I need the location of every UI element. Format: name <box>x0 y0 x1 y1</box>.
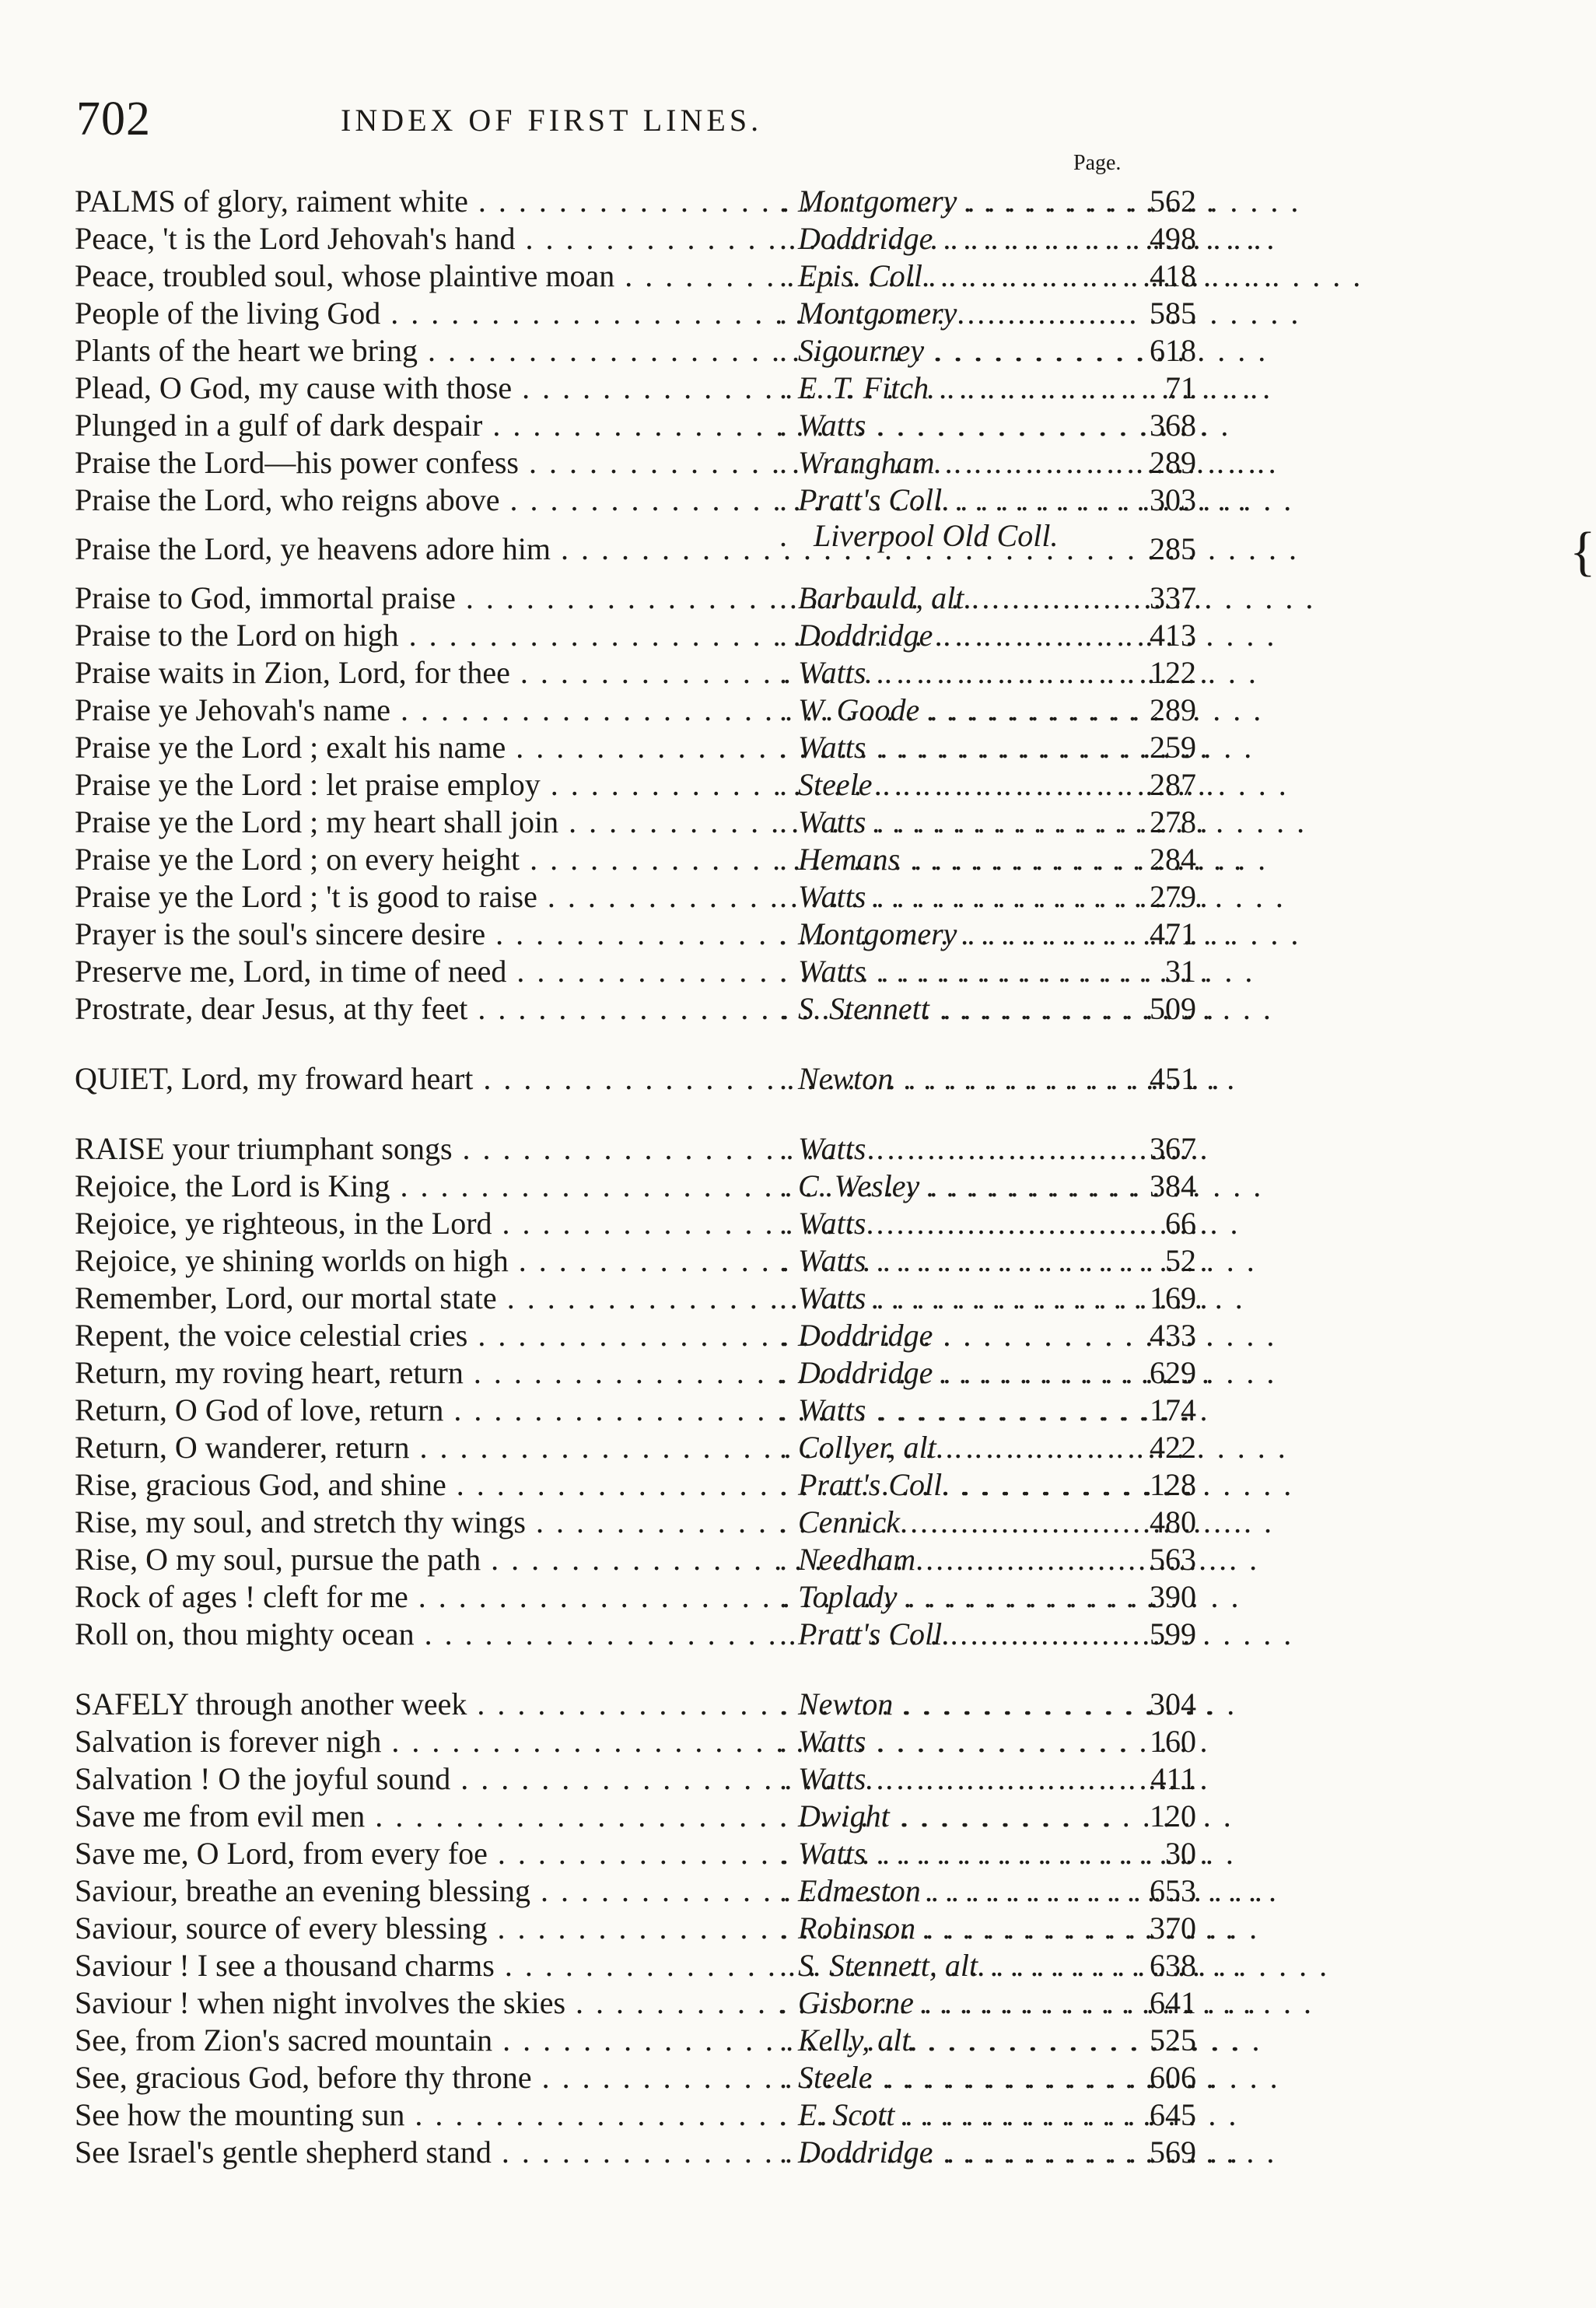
index-entry <box>0 369 1250 407</box>
index-entry <box>0 482 1250 519</box>
author-name: . S. Stennett, alt. . . . <box>779 1947 1059 1984</box>
author-name: . Cennick . . . <box>779 1504 1059 1541</box>
page-ref: 278 <box>1150 804 1196 839</box>
first-line: See how the mounting sun . . . <box>75 2096 774 2134</box>
index-entry <box>0 257 1250 295</box>
index-entry <box>0 617 1250 654</box>
page-ref: 525 <box>1150 2023 1196 2058</box>
page-ref: 174 <box>1150 1392 1196 1427</box>
brace-mark: . { <box>1570 522 1596 582</box>
page-ref: 509 <box>1150 991 1196 1026</box>
page-ref: 638 <box>1150 1948 1196 1983</box>
index-entry <box>0 804 1250 841</box>
first-line: Salvation ! O the joyful sound . . . <box>75 1760 774 1798</box>
author-name: . Doddridge . . . <box>779 220 1059 257</box>
page-ref: 303 <box>1150 482 1196 517</box>
author-name: . E. T. Fitch . . . <box>779 369 1059 407</box>
author-name: . Montgomery . . . <box>779 916 1059 953</box>
index-entry <box>0 1280 1250 1317</box>
author-name: . Watts . . . <box>779 804 1059 841</box>
index-entry <box>0 2059 1250 2096</box>
author-name: . Hemans . . . <box>779 841 1059 878</box>
index-entry <box>0 1392 1250 1429</box>
index-entry <box>0 2022 1250 2059</box>
page-ref: 66 <box>1165 1206 1196 1241</box>
page-ref: 259 <box>1150 730 1196 765</box>
first-line: Prostrate, dear Jesus, at thy feet . . . <box>75 990 774 1028</box>
author-name: . Wrangham . . . <box>779 444 1059 482</box>
author-name: . Watts . . . <box>779 1835 1059 1872</box>
author-name: . Steele . . . <box>779 2059 1059 2096</box>
page-ref: 618 <box>1150 333 1196 368</box>
author-name: . Doddridge . . . <box>779 2134 1059 2171</box>
author-name: . Collyer, alt. . . . <box>779 1429 1059 1466</box>
index-entry <box>0 1429 1250 1466</box>
page-ref: 370 <box>1150 1910 1196 1946</box>
page-ref: 52 <box>1165 1243 1196 1278</box>
first-line: Save me from evil men . . . <box>75 1798 774 1835</box>
first-line: Remember, Lord, our mortal state . . . <box>75 1280 774 1317</box>
page-ref: 304 <box>1150 1686 1196 1721</box>
page-ref: 563 <box>1150 1542 1196 1577</box>
page-ref: 451 <box>1150 1061 1196 1096</box>
page-ref: 289 <box>1150 445 1196 480</box>
page-ref: 418 <box>1150 258 1196 293</box>
index-entry <box>0 1760 1250 1798</box>
page-ref: 337 <box>1150 580 1196 615</box>
author-name: . Gisborne . . . <box>779 1984 1059 2022</box>
first-line: Praise ye the Lord ; my heart shall join . . . <box>75 804 774 841</box>
page-ref: 413 <box>1150 618 1196 653</box>
page-ref: 31 <box>1165 954 1196 989</box>
author-name: . C. Wesley . . . <box>779 1168 1059 1205</box>
author-name: . Watts . . . <box>779 1280 1059 1317</box>
index-entry <box>0 444 1250 482</box>
page-ref: 629 <box>1150 1355 1196 1390</box>
author-name: . E. Scott . . . <box>779 2096 1059 2134</box>
index-entry <box>0 1354 1250 1392</box>
index-entry <box>0 654 1250 692</box>
index-table <box>0 183 1596 2171</box>
author-name: . Steele . . . <box>779 766 1059 804</box>
first-line: Praise the Lord, ye heavens adore him . . . <box>75 519 774 580</box>
first-line: Preserve me, Lord, in time of need . . . <box>75 953 774 990</box>
author-name: . Watts . . . <box>779 1760 1059 1798</box>
page-ref: 71 <box>1165 370 1196 405</box>
page-ref: 562 <box>1150 184 1196 219</box>
page-ref: 287 <box>1150 767 1196 802</box>
running-title: INDEX OF FIRST LINES. <box>341 103 763 138</box>
page-ref: 480 <box>1150 1504 1196 1539</box>
index-entry <box>0 990 1250 1028</box>
author-name: . Edmeston . . . <box>779 1872 1059 1910</box>
author-name: . Toplady . . . <box>779 1578 1059 1616</box>
index-entry <box>0 878 1250 916</box>
author-name: . Watts . . . <box>779 1130 1059 1168</box>
index-entry <box>0 841 1250 878</box>
first-line: Saviour ! when night involves the skies . . . <box>75 1984 774 2022</box>
page-number: 702 <box>76 93 151 145</box>
first-line: QUIET, Lord, my froward heart . . . <box>75 1060 774 1098</box>
first-line: Rejoice, the Lord is King . . . <box>75 1168 774 1205</box>
first-line: Praise to God, immortal praise . . . <box>75 580 774 617</box>
first-line: Return, O God of love, return . . . <box>75 1392 774 1429</box>
page-ref: 411 <box>1150 1761 1196 1796</box>
page-ref: 285 <box>1150 531 1196 566</box>
page-ref: 120 <box>1150 1798 1196 1833</box>
index-entry <box>0 953 1250 990</box>
index-entry <box>0 1723 1250 1760</box>
author-name: . Watts . . . <box>779 407 1059 444</box>
page-ref: 390 <box>1150 1579 1196 1614</box>
page-column-label: Page. <box>1073 151 1122 175</box>
page-ref: 471 <box>1150 916 1196 951</box>
author-name: . Doddridge . . . <box>779 617 1059 654</box>
page-ref: 169 <box>1150 1280 1196 1315</box>
first-line: Saviour ! I see a thousand charms . . . <box>75 1947 774 1984</box>
first-line: Saviour, breathe an evening blessing . . . <box>75 1872 774 1910</box>
index-entry <box>0 1686 1250 1723</box>
index-entry <box>0 1060 1250 1098</box>
index-entry <box>0 766 1250 804</box>
first-line: Repent, the voice celestial cries . . . <box>75 1317 774 1354</box>
page-ref: 422 <box>1150 1430 1196 1465</box>
index-entry <box>0 692 1250 729</box>
index-entry <box>0 1130 1250 1168</box>
index-entry <box>0 1872 1250 1910</box>
first-line: Plants of the heart we bring . . . <box>75 332 774 369</box>
first-line: Praise the Lord—his power confess . . . <box>75 444 774 482</box>
page-ref: 122 <box>1150 655 1196 690</box>
page-ref: 30 <box>1165 1836 1196 1871</box>
index-section <box>0 1060 1250 1098</box>
first-line: SAFELY through another week . . . <box>75 1686 774 1723</box>
index-entry <box>0 518 1596 582</box>
index-entry <box>0 1835 1250 1872</box>
index-entry <box>0 1242 1250 1280</box>
author-name: . S. Stennett . . . <box>779 990 1059 1028</box>
author-name: . Watts . . . <box>779 729 1059 766</box>
page-ref: 284 <box>1150 842 1196 877</box>
author-name: . Doddridge . . . <box>779 1317 1059 1354</box>
first-line: Return, O wanderer, return . . . <box>75 1429 774 1466</box>
index-entry <box>0 2096 1250 2134</box>
page-ref: 289 <box>1150 692 1196 727</box>
first-line: Rejoice, ye righteous, in the Lord . . . <box>75 1205 774 1242</box>
page-ref: 160 <box>1150 1724 1196 1759</box>
index-entry <box>0 1317 1250 1354</box>
first-line: Rise, my soul, and stretch thy wings . . . <box>75 1504 774 1541</box>
page-ref: 279 <box>1150 879 1196 914</box>
index-entry <box>0 1578 1250 1616</box>
index-section <box>0 1686 1250 2171</box>
page-ref: 368 <box>1150 408 1196 443</box>
index-entry <box>0 1798 1250 1835</box>
first-line: Peace, 't is the Lord Jehovah's hand . . . <box>75 220 774 257</box>
page-ref: 653 <box>1150 1873 1196 1908</box>
author-name: . Epis. Coll. . . . <box>779 257 1059 295</box>
author-name: . Robinson . . . <box>779 1910 1059 1947</box>
first-line: See, from Zion's sacred mountain . . . <box>75 2022 774 2059</box>
index-entry <box>0 1205 1250 1242</box>
index-entry <box>0 580 1250 617</box>
index-section <box>0 183 1596 1028</box>
author-name-text: Liverpool Old Coll. <box>814 518 1059 553</box>
first-line: RAISE your triumphant songs . . . <box>75 1130 774 1168</box>
first-line: Rise, gracious God, and shine . . . <box>75 1466 774 1504</box>
author-name: . Watts . . . <box>779 654 1059 692</box>
first-line: Peace, troubled soul, whose plaintive moan . . . <box>75 257 774 295</box>
author-name: . Dwight . . . <box>779 1798 1059 1835</box>
first-line: Plunged in a gulf of dark despair . . . <box>75 407 774 444</box>
first-line: Plead, O God, my cause with those . . . <box>75 369 774 407</box>
author-name: . Pratt's Coll. . . . <box>779 1466 1059 1504</box>
author-name: . W. Goode . . . <box>779 692 1059 729</box>
first-line: Rise, O my soul, pursue the path . . . <box>75 1541 774 1578</box>
index-entry <box>0 1466 1250 1504</box>
author-name: . Watts . . . <box>779 1392 1059 1429</box>
first-line: Praise waits in Zion, Lord, for thee . . . <box>75 654 774 692</box>
page-ref: 128 <box>1150 1467 1196 1502</box>
first-line: See Israel's gentle shepherd stand . . . <box>75 2134 774 2171</box>
index-entry <box>0 1910 1250 1947</box>
index-entry <box>0 183 1250 220</box>
first-line: Praise ye the Lord ; exalt his name . . . <box>75 729 774 766</box>
index-entry <box>0 1504 1250 1541</box>
first-line: Praise ye the Lord ; on every height . . . <box>75 841 774 878</box>
first-line: See, gracious God, before thy throne . . . <box>75 2059 774 2096</box>
page-ref: 645 <box>1150 2097 1196 2132</box>
page-ref: 599 <box>1150 1616 1196 1651</box>
author-name: . Watts . . . <box>779 953 1059 990</box>
author-name: . Pratt's Coll. . . . <box>779 482 1059 519</box>
page-ref: 585 <box>1150 296 1196 331</box>
first-line: Praise to the Lord on high . . . <box>75 617 774 654</box>
index-entry <box>0 332 1250 369</box>
page-ref: 384 <box>1150 1168 1196 1203</box>
author-name: . Needham . . . <box>779 1541 1059 1578</box>
page-ref: 569 <box>1150 2135 1196 2170</box>
author-name: . Newton . . . <box>779 1686 1059 1723</box>
author-name: . Kelly, alt. . . . <box>779 2022 1059 2059</box>
author-name: . Newton . . . <box>779 1060 1059 1098</box>
index-entry <box>0 2134 1250 2171</box>
first-line: Return, my roving heart, return . . . <box>75 1354 774 1392</box>
first-line: Praise ye Jehovah's name . . . <box>75 692 774 729</box>
index-section <box>0 1130 1250 1653</box>
first-line: Praise the Lord, who reigns above . . . <box>75 482 774 519</box>
first-line: Prayer is the soul's sincere desire . . . <box>75 916 774 953</box>
first-line: Praise ye the Lord ; 't is good to raise . . . <box>75 878 774 916</box>
index-entry <box>0 729 1250 766</box>
author-name: . Sigourney . . . <box>779 332 1059 369</box>
index-entry <box>0 1947 1250 1984</box>
page-ref: 367 <box>1150 1131 1196 1166</box>
first-line: Praise ye the Lord : let praise employ . . . <box>75 766 774 804</box>
first-line: Rock of ages ! cleft for me . . . <box>75 1578 774 1616</box>
first-line: Rejoice, ye shining worlds on high . . . <box>75 1242 774 1280</box>
index-entry <box>0 1616 1250 1653</box>
author-name: . Watts . . . <box>779 1723 1059 1760</box>
index-entry <box>0 220 1250 257</box>
page-ref: 606 <box>1150 2060 1196 2095</box>
first-line: Roll on, thou mighty ocean . . . <box>75 1616 774 1653</box>
author-name: . Barbauld, alt. . . . <box>779 580 1059 617</box>
author-name: . Montgomery . . . <box>779 295 1059 332</box>
page-ref: 641 <box>1150 1985 1196 2020</box>
index-entry <box>0 1984 1250 2022</box>
index-entry <box>0 1541 1250 1578</box>
author-name: . Montgomery . . . <box>779 183 1059 220</box>
author-name: . Watts . . . <box>779 878 1059 916</box>
index-entry <box>0 1168 1250 1205</box>
first-line: Saviour, source of every blessing . . . <box>75 1910 774 1947</box>
author-name: . Watts . . . <box>779 1242 1059 1280</box>
index-entry <box>0 916 1250 953</box>
page-ref: 498 <box>1150 221 1196 256</box>
first-line: Save me, O Lord, from every foe . . . <box>75 1835 774 1872</box>
author-name: . Doddridge . . . <box>779 1354 1059 1392</box>
author-name: . Watts . . . <box>779 1205 1059 1242</box>
first-line: Salvation is forever nigh . . . <box>75 1723 774 1760</box>
index-entry <box>0 295 1250 332</box>
page-header <box>76 92 1181 146</box>
page-ref: 433 <box>1150 1318 1196 1353</box>
author-name: . Pratt's Coll. . . . <box>779 1616 1059 1653</box>
first-line: People of the living God . . . <box>75 295 774 332</box>
index-entry <box>0 407 1250 444</box>
first-line: PALMS of glory, raiment white . . . <box>75 183 774 220</box>
